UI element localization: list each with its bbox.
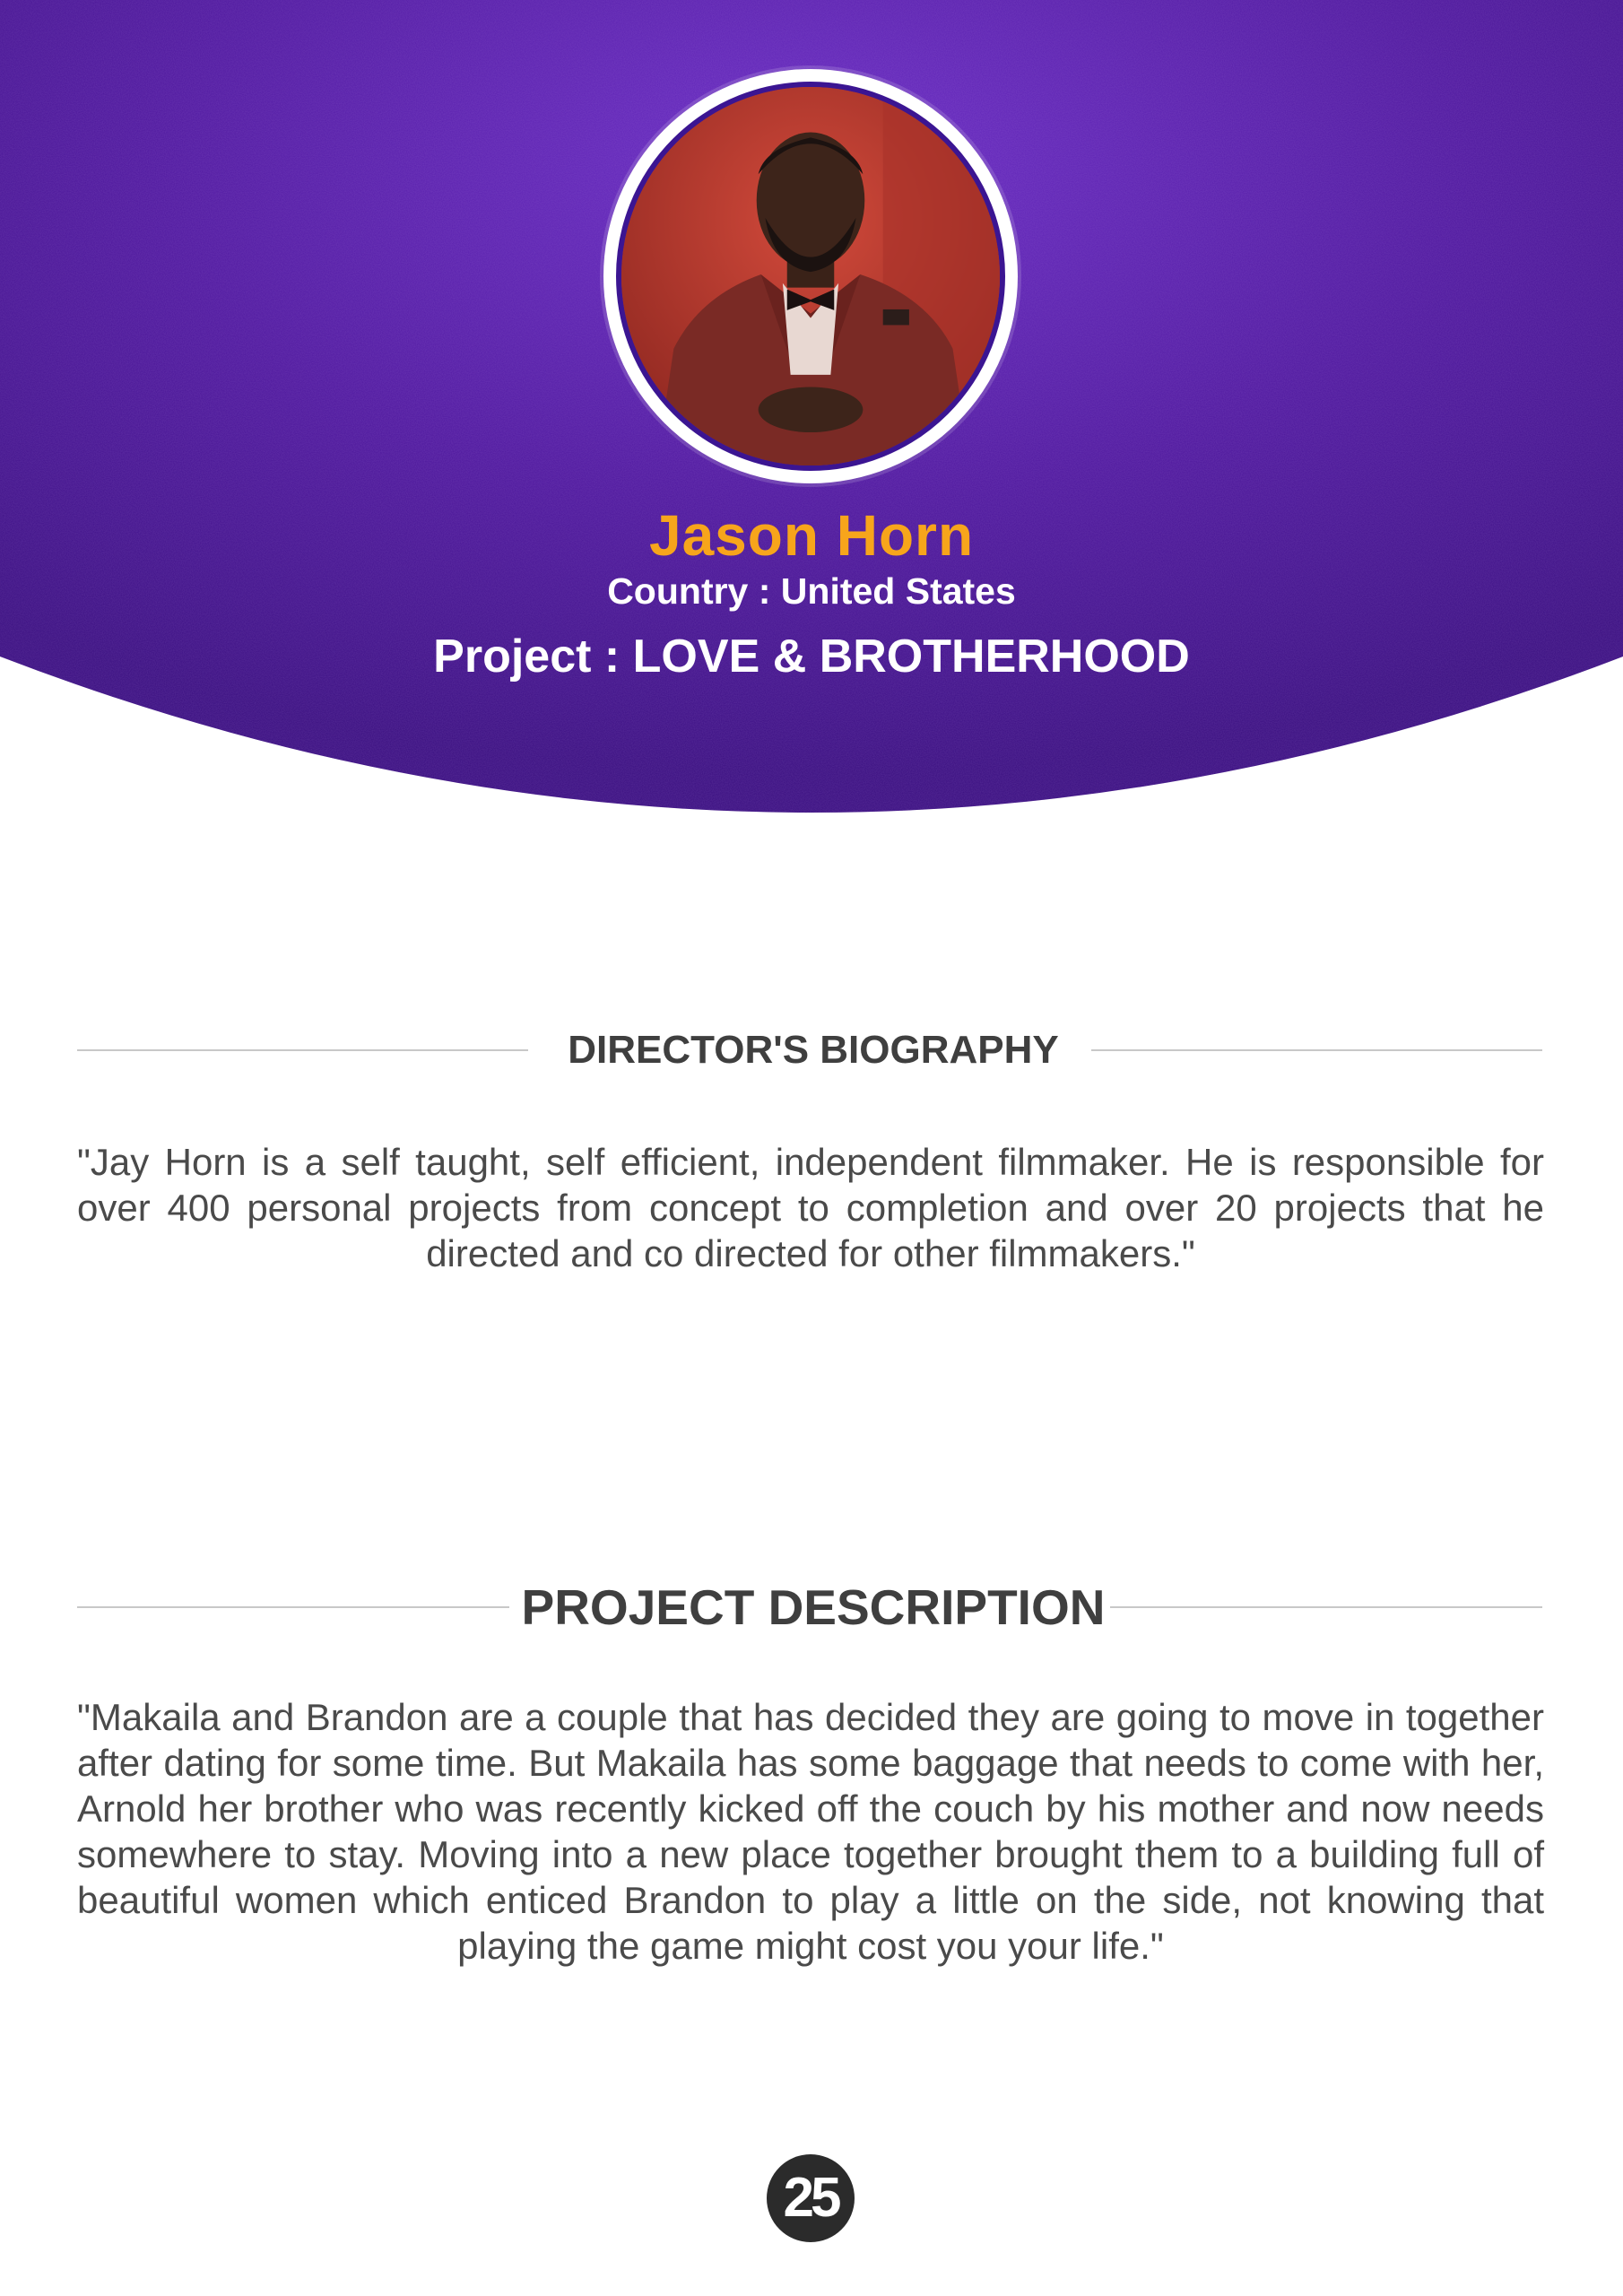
page-number-badge: 25 bbox=[767, 2154, 855, 2242]
divider-line-right bbox=[1091, 1049, 1542, 1051]
divider-line-left bbox=[77, 1606, 509, 1608]
divider-line-left bbox=[77, 1049, 528, 1051]
director-name: Jason Horn bbox=[648, 503, 975, 568]
director-photo-frame bbox=[616, 82, 1005, 471]
project-title: Project : LOVE & BROTHERHOOD bbox=[433, 631, 1190, 683]
biography-text: "Jay Horn is a self taught, self efficient, independent filmmaker. He is responsible for over 400 personal projects from concept to completion and over 20 projects that he directed and co directed for other filmmakers." bbox=[77, 1141, 1544, 1274]
project-description-section-header bbox=[77, 1578, 1542, 1636]
director-photo bbox=[603, 69, 1018, 483]
project-description-text: "Makaila and Brandon are a couple that has decided they are going to move in together after dating for some time. But Makaila has some baggage that needs to come with her, Arnold her brother who was recently kicked off the couch by his mother and now needs somewhere to stay. Moving into a new place together brought them to a building full of beautiful women which enticed Brandon to play a little on the side, not knowing that playing the game might cost you your life." bbox=[77, 1696, 1544, 1967]
biography-heading: DIRECTOR'S BIOGRAPHY bbox=[568, 1028, 1059, 1072]
director-portrait-illustration bbox=[621, 87, 1000, 465]
project-description-heading: PROJECT DESCRIPTION bbox=[521, 1579, 1106, 1635]
biography-section-header bbox=[77, 1028, 1542, 1073]
divider-line-right bbox=[1110, 1606, 1542, 1608]
director-country: Country : United States bbox=[607, 570, 1016, 612]
